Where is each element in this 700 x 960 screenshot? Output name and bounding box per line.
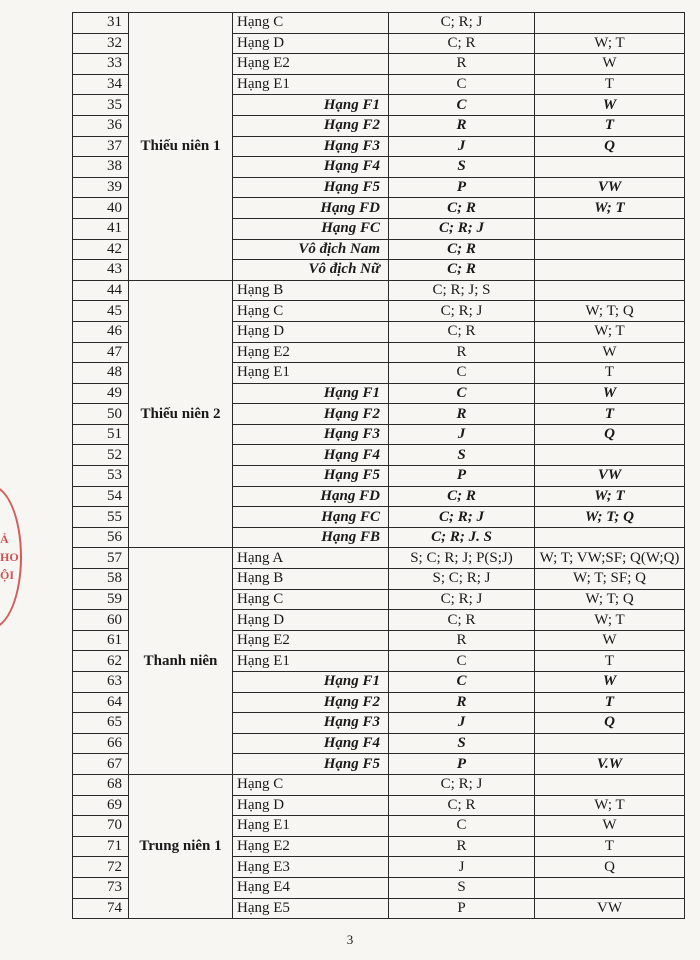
class-cell: Hạng E1 [233,363,389,384]
class-cell: Hạng F3 [233,136,389,157]
team-events-cell: W; T [535,486,685,507]
events-cell: C; R [389,239,535,260]
team-events-cell [535,13,685,34]
class-cell: Hạng F1 [233,95,389,116]
row-number: 36 [73,115,129,136]
row-number: 42 [73,239,129,260]
class-cell: Hạng C [233,589,389,610]
team-events-cell: T [535,363,685,384]
row-number: 63 [73,672,129,693]
class-cell: Hạng F2 [233,115,389,136]
class-cell: Hạng F4 [233,733,389,754]
team-events-cell: VW [535,898,685,919]
team-events-cell: V.W [535,754,685,775]
class-cell: Hạng D [233,610,389,631]
team-events-cell: W; T; Q [535,507,685,528]
events-cell: P [389,898,535,919]
events-cell: C [389,816,535,837]
events-cell: S [389,157,535,178]
events-cell: R [389,342,535,363]
events-cell: P [389,177,535,198]
events-cell: C; R; J. S [389,527,535,548]
class-cell: Hạng F5 [233,177,389,198]
events-cell: S [389,877,535,898]
team-events-cell: W; T; Q [535,301,685,322]
row-number: 65 [73,713,129,734]
row-number: 45 [73,301,129,322]
events-cell: S; C; R; J [389,569,535,590]
row-number: 68 [73,774,129,795]
team-events-cell [535,157,685,178]
class-cell: Hạng A [233,548,389,569]
age-group-label: Thanh niên [129,548,233,775]
stamp-text: Ả HO ỘI [0,532,19,582]
team-events-cell: W [535,54,685,75]
events-cell: C [389,95,535,116]
row-number: 52 [73,445,129,466]
events-cell: C; R [389,260,535,281]
events-cell: S [389,445,535,466]
team-events-cell: Q [535,136,685,157]
class-cell: Hạng E5 [233,898,389,919]
class-cell: Vô địch Nam [233,239,389,260]
class-cell: Hạng FC [233,507,389,528]
row-number: 58 [73,569,129,590]
events-cell: R [389,630,535,651]
class-cell: Hạng D [233,33,389,54]
team-events-cell [535,218,685,239]
row-number: 38 [73,157,129,178]
class-cell: Hạng FB [233,527,389,548]
events-cell: P [389,754,535,775]
page-number: 3 [346,932,354,947]
table-row [73,13,685,34]
team-events-cell: Q [535,424,685,445]
team-events-cell: W; T [535,33,685,54]
class-cell: Hạng E1 [233,816,389,837]
events-cell: C; R; J [389,774,535,795]
row-number: 74 [73,898,129,919]
class-cell: Hạng B [233,280,389,301]
team-events-cell [535,280,685,301]
class-cell: Hạng FC [233,218,389,239]
events-cell: R [389,404,535,425]
class-cell: Hạng F4 [233,157,389,178]
team-events-cell [535,877,685,898]
age-group-label: Trung niên 1 [129,774,233,918]
row-number: 60 [73,610,129,631]
team-events-cell: W; T; SF; Q [535,569,685,590]
events-cell: C [389,651,535,672]
row-number: 71 [73,836,129,857]
row-number: 61 [73,630,129,651]
row-number: 39 [73,177,129,198]
team-events-cell [535,445,685,466]
row-number: 51 [73,424,129,445]
row-number: 46 [73,321,129,342]
table-row [73,548,685,569]
events-cell: S [389,733,535,754]
events-cell: J [389,136,535,157]
class-cell: Hạng F5 [233,466,389,487]
team-events-cell: VW [535,177,685,198]
row-number: 64 [73,692,129,713]
row-number: 70 [73,816,129,837]
class-cell: Hạng E3 [233,857,389,878]
events-cell: C; R; J; S [389,280,535,301]
team-events-cell: W; T; VW;SF; Q(W;Q) [535,548,685,569]
events-cell: J [389,424,535,445]
events-cell: R [389,836,535,857]
row-number: 49 [73,383,129,404]
team-events-cell: W [535,95,685,116]
events-cell: C; R [389,33,535,54]
team-events-cell [535,774,685,795]
team-events-cell: W; T [535,795,685,816]
class-cell: Hạng F5 [233,754,389,775]
row-number: 32 [73,33,129,54]
events-cell: R [389,54,535,75]
class-cell: Hạng F1 [233,383,389,404]
row-number: 72 [73,857,129,878]
team-events-cell: Q [535,713,685,734]
events-cell: C; R; J [389,301,535,322]
table-row [73,280,685,301]
class-cell: Hạng D [233,795,389,816]
team-events-cell: T [535,651,685,672]
class-cell: Hạng E2 [233,836,389,857]
class-cell: Hạng E1 [233,651,389,672]
class-cell: Hạng F1 [233,672,389,693]
class-cell: Hạng F3 [233,713,389,734]
row-number: 54 [73,486,129,507]
events-cell: R [389,115,535,136]
events-cell: R [389,692,535,713]
team-events-cell: W [535,630,685,651]
row-number: 53 [73,466,129,487]
class-cell: Hạng FD [233,486,389,507]
events-cell: J [389,857,535,878]
row-number: 59 [73,589,129,610]
class-cell: Hạng F2 [233,692,389,713]
row-number: 48 [73,363,129,384]
events-cell: C [389,383,535,404]
row-number: 55 [73,507,129,528]
class-cell: Hạng E1 [233,74,389,95]
events-cell: C [389,74,535,95]
row-number: 43 [73,260,129,281]
table-row [73,774,685,795]
class-cell: Hạng E2 [233,54,389,75]
team-events-cell: T [535,692,685,713]
events-cell: C; R [389,610,535,631]
events-cell: C; R; J [389,589,535,610]
team-events-cell: W; T; Q [535,589,685,610]
events-cell: C; R; J [389,218,535,239]
row-number: 37 [73,136,129,157]
class-cell: Vô địch Nữ [233,260,389,281]
row-number: 73 [73,877,129,898]
events-cell: S; C; R; J; P(S;J) [389,548,535,569]
events-cell: C; R; J [389,507,535,528]
class-cell: Hạng FD [233,198,389,219]
row-number: 44 [73,280,129,301]
team-events-cell [535,239,685,260]
age-group-label: Thiếu niên 1 [129,13,233,281]
row-number: 56 [73,527,129,548]
class-cell: Hạng F4 [233,445,389,466]
row-number: 35 [73,95,129,116]
team-events-cell: W [535,672,685,693]
class-cell: Hạng E2 [233,630,389,651]
events-cell: C; R [389,198,535,219]
events-cell: C [389,672,535,693]
team-events-cell: Q [535,857,685,878]
events-cell: C; R [389,321,535,342]
row-number: 47 [73,342,129,363]
events-cell: C; R; J [389,13,535,34]
class-cell: Hạng B [233,569,389,590]
team-events-cell: T [535,115,685,136]
class-cell: Hạng C [233,301,389,322]
row-number: 67 [73,754,129,775]
row-number: 69 [73,795,129,816]
team-events-cell: W [535,383,685,404]
class-cell: Hạng C [233,13,389,34]
class-cell: Hạng C [233,774,389,795]
row-number: 33 [73,54,129,75]
row-number: 57 [73,548,129,569]
class-cell: Hạng F3 [233,424,389,445]
row-number: 34 [73,74,129,95]
team-events-cell [535,260,685,281]
team-events-cell: W; T [535,610,685,631]
row-number: 40 [73,198,129,219]
events-cell: P [389,466,535,487]
events-cell: C; R [389,795,535,816]
classification-table [72,12,685,919]
events-cell: J [389,713,535,734]
team-events-cell: W; T [535,321,685,342]
events-cell: C [389,363,535,384]
events-cell: C; R [389,486,535,507]
class-cell: Hạng E2 [233,342,389,363]
age-group-label: Thiếu niên 2 [129,280,233,548]
team-events-cell: W [535,342,685,363]
team-events-cell: W; T [535,198,685,219]
team-events-cell: T [535,404,685,425]
class-cell: Hạng D [233,321,389,342]
team-events-cell: T [535,74,685,95]
row-number: 62 [73,651,129,672]
class-cell: Hạng F2 [233,404,389,425]
team-events-cell [535,733,685,754]
row-number: 31 [73,13,129,34]
team-events-cell: W [535,816,685,837]
team-events-cell: T [535,836,685,857]
team-events-cell [535,527,685,548]
row-number: 66 [73,733,129,754]
class-cell: Hạng E4 [233,877,389,898]
team-events-cell: VW [535,466,685,487]
row-number: 41 [73,218,129,239]
row-number: 50 [73,404,129,425]
